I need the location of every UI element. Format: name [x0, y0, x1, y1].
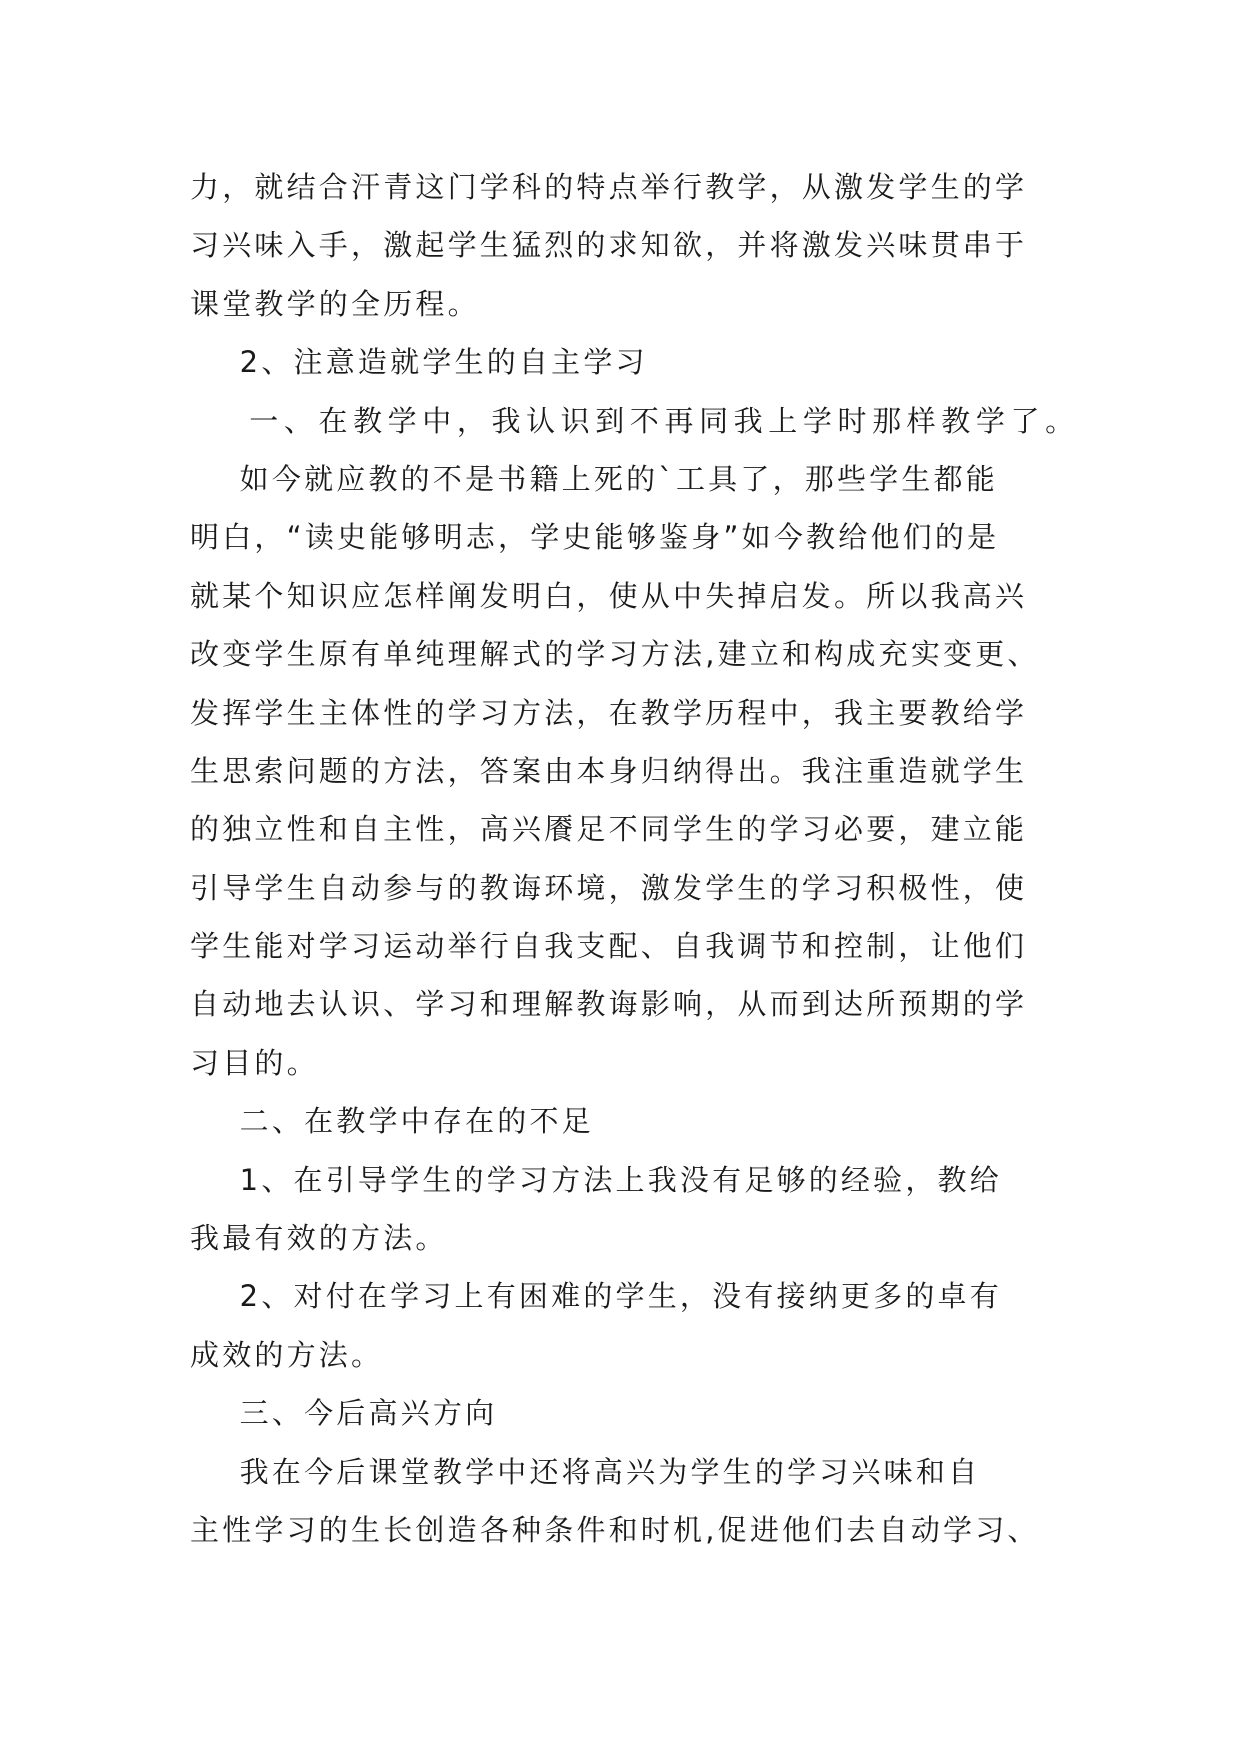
- document-body: [190, 158, 1080, 1559]
- text-line: 成效的方法。: [190, 1337, 384, 1372]
- text-line: 生思索问题的方法，答案由本身归纳得出。我注重造就学生: [190, 753, 1028, 788]
- text-line: 2、对付在学习上有困难的学生，没有接纳更多的卓有: [190, 1279, 1002, 1314]
- text-line: 习兴味入手，激起学生猛烈的求知欲，并将激发兴味贯串于: [190, 228, 1028, 263]
- text-line: 我在今后课堂教学中还将高兴为学生的学习兴味和自: [190, 1454, 981, 1489]
- text-line: 2、注意造就学生的自主学习: [190, 345, 648, 380]
- text-line: 习目的。: [190, 1045, 319, 1080]
- text-line: 自动地去认识、学习和理解教诲影响，从而到达所预期的学: [190, 987, 1028, 1022]
- text-line: 如今就应教的不是书籍上死的`工具了，那些学生都能: [190, 461, 998, 496]
- text-line: 1、在引导学生的学习方法上我没有足够的经验，教给: [190, 1162, 1002, 1197]
- text-line: 一、在教学中，我认识到不再同我上学时那样教学了。: [190, 403, 1080, 438]
- text-line: 引导学生自动参与的教诲环境，激发学生的学习积极性，使: [190, 870, 1028, 905]
- text-line: 二、在教学中存在的不足: [190, 1104, 594, 1139]
- text-line: 我最有效的方法。: [190, 1221, 448, 1256]
- text-line: 三、今后高兴方向: [190, 1396, 498, 1431]
- text-line: 主性学习的生长创造各种条件和时机,促进他们去自动学习、: [190, 1512, 1040, 1547]
- text-line: 改变学生原有单纯理解式的学习方法,建立和构成充实变更、: [190, 637, 1040, 672]
- text-line: 发挥学生主体性的学习方法，在教学历程中，我主要教给学: [190, 695, 1028, 730]
- text-line: 课堂教学的全历程。: [190, 286, 480, 321]
- text-line: 的独立性和自主性，高兴餍足不同学生的学习必要，建立能: [190, 812, 1028, 847]
- text-line: 力，就结合汗青这门学科的特点举行教学，从激发学生的学: [190, 170, 1028, 204]
- text-line: 就某个知识应怎样阐发明白，使从中失掉启发。所以我高兴: [190, 578, 1028, 613]
- text-line: 学生能对学习运动举行自我支配、自我调节和控制，让他们: [190, 929, 1028, 964]
- text-line: 明白，“读史能够明志，学史能够鉴身”如今教给他们的是: [190, 520, 1000, 555]
